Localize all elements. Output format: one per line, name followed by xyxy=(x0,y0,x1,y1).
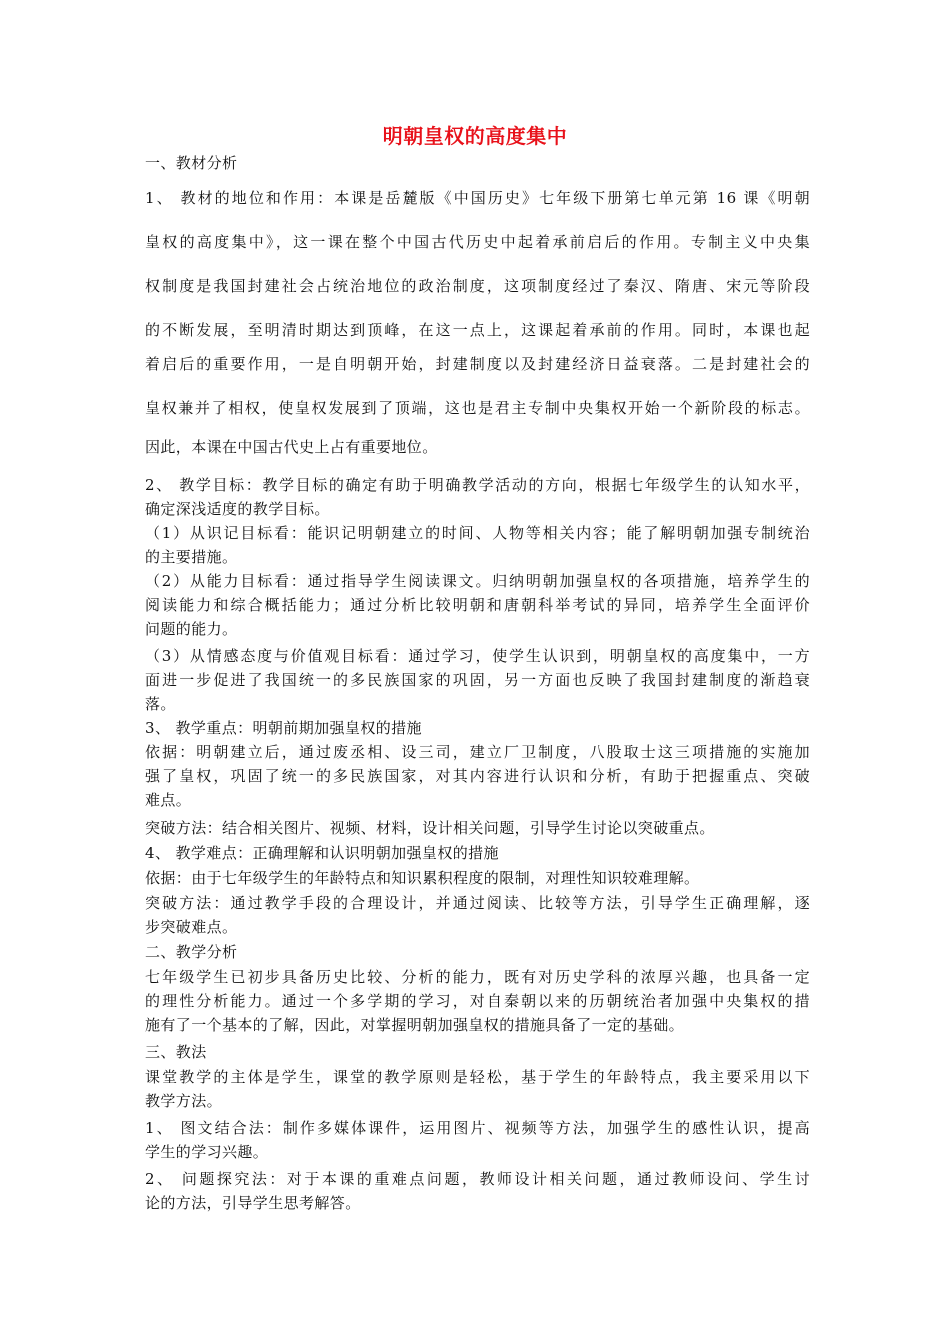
paragraph-line: 着启后的重要作用，一是自明朝开始，封建制度以及封建经济日益衰落。二是封建社会的 xyxy=(145,355,810,373)
paragraph-line: 落。 xyxy=(145,695,176,713)
paragraph-line: 权制度是我国封建社会占统治地位的政治制度，这项制度经过了秦汉、隋唐、宋元等阶段 xyxy=(145,277,810,295)
paragraph-line: 难点。 xyxy=(145,791,192,809)
paragraph-line: 因此，本课在中国古代史上占有重要地位。 xyxy=(145,438,438,456)
paragraph-line: 施有了一个基本的了解，因此，对掌握明朝加强皇权的措施具备了一定的基础。 xyxy=(145,1016,685,1034)
paragraph-line: 1、 教材的地位和作用：本课是岳麓版《中国历史》七年级下册第七单元第 16 课《明朝 xyxy=(145,189,810,207)
paragraph-line: 教学方法。 xyxy=(145,1092,223,1110)
paragraph-line: 面进一步促进了我国统一的多民族国家的巩固，另一方面也反映了我国封建制度的渐趋衰 xyxy=(145,671,810,689)
paragraph-line: 的理性分析能力。通过一个多学期的学习，对自秦朝以来的历朝统治者加强中央集权的措 xyxy=(145,992,810,1010)
paragraph-line: 的不断发展，至明清时期达到顶峰，在这一点上，这课起着承前的作用。同时，本课也起 xyxy=(145,321,810,339)
section-heading-teaching-analysis: 二、教学分析 xyxy=(145,943,238,961)
paragraph-line: 2、 教学目标：教学目标的确定有助于明确教学活动的方向，根据七年级学生的认知水平， xyxy=(145,476,810,494)
paragraph-line: 确定深浅适度的教学目标。 xyxy=(145,500,330,518)
paragraph-line: 3、 教学重点：明朝前期加强皇权的措施 xyxy=(145,719,422,737)
section-heading-textbook-analysis: 一、教材分析 xyxy=(145,154,238,172)
paragraph-line: 突破方法：通过教学手段的合理设计，并通过阅读、比较等方法，引导学生正确理解，逐 xyxy=(145,894,810,912)
paragraph-line: 问题的能力。 xyxy=(145,620,238,638)
paragraph-line: 论的方法，引导学生思考解答。 xyxy=(145,1194,361,1212)
paragraph-line: 课堂教学的主体是学生，课堂的教学原则是轻松，基于学生的年龄特点，我主要采用以下 xyxy=(145,1068,810,1086)
paragraph-line: 依据：明朝建立后，通过废丞相、设三司，建立厂卫制度，八股取士这三项措施的实施加 xyxy=(145,743,810,761)
paragraph-line: 强了皇权，巩固了统一的多民族国家，对其内容进行认识和分析，有助于把握重点、突破 xyxy=(145,767,810,785)
paragraph-line: 2、 问题探究法：对于本课的重难点问题，教师设计相关问题，通过教师设问、学生讨 xyxy=(145,1170,810,1188)
document-title: 明朝皇权的高度集中 xyxy=(382,124,568,148)
paragraph-line: 皇权兼并了相权，使皇权发展到了顶端，这也是君主专制中央集权开始一个新阶段的标志。 xyxy=(145,399,810,417)
paragraph-line: 学生的学习兴趣。 xyxy=(145,1143,269,1161)
paragraph-line: （1）从识记目标看：能识记明朝建立的时间、人物等相关内容；能了解明朝加强专制统治 xyxy=(145,524,810,542)
paragraph-line: （2）从能力目标看：通过指导学生阅读课文。归纳明朝加强皇权的各项措施，培养学生的 xyxy=(145,572,810,590)
paragraph-line: 皇权的高度集中》，这一课在整个中国古代历史中起着承前启后的作用。专制主义中央集 xyxy=(145,233,810,251)
paragraph-line: 七年级学生已初步具备历史比较、分析的能力，既有对历史学科的浓厚兴趣，也具备一定 xyxy=(145,968,810,986)
paragraph-line: （3）从情感态度与价值观目标看：通过学习，使学生认识到，明朝皇权的高度集中，一方 xyxy=(145,647,810,665)
section-heading-teaching-methods: 三、教法 xyxy=(145,1043,207,1061)
paragraph-line: 1、 图文结合法：制作多媒体课件，运用图片、视频等方法，加强学生的感性认识，提高 xyxy=(145,1119,810,1137)
paragraph-line: 依据：由于七年级学生的年龄特点和知识累积程度的限制，对理性知识较难理解。 xyxy=(145,869,700,887)
paragraph-line: 步突破难点。 xyxy=(145,918,238,936)
paragraph-line: 的主要措施。 xyxy=(145,548,238,566)
paragraph-line: 4、 教学难点：正确理解和认识明朝加强皇权的措施 xyxy=(145,844,499,862)
paragraph-line: 阅读能力和综合概括能力；通过分析比较明朝和唐朝科举考试的异同，培养学生全面评价 xyxy=(145,596,810,614)
paragraph-line: 突破方法：结合相关图片、视频、材料，设计相关问题，引导学生讨论以突破重点。 xyxy=(145,819,715,837)
